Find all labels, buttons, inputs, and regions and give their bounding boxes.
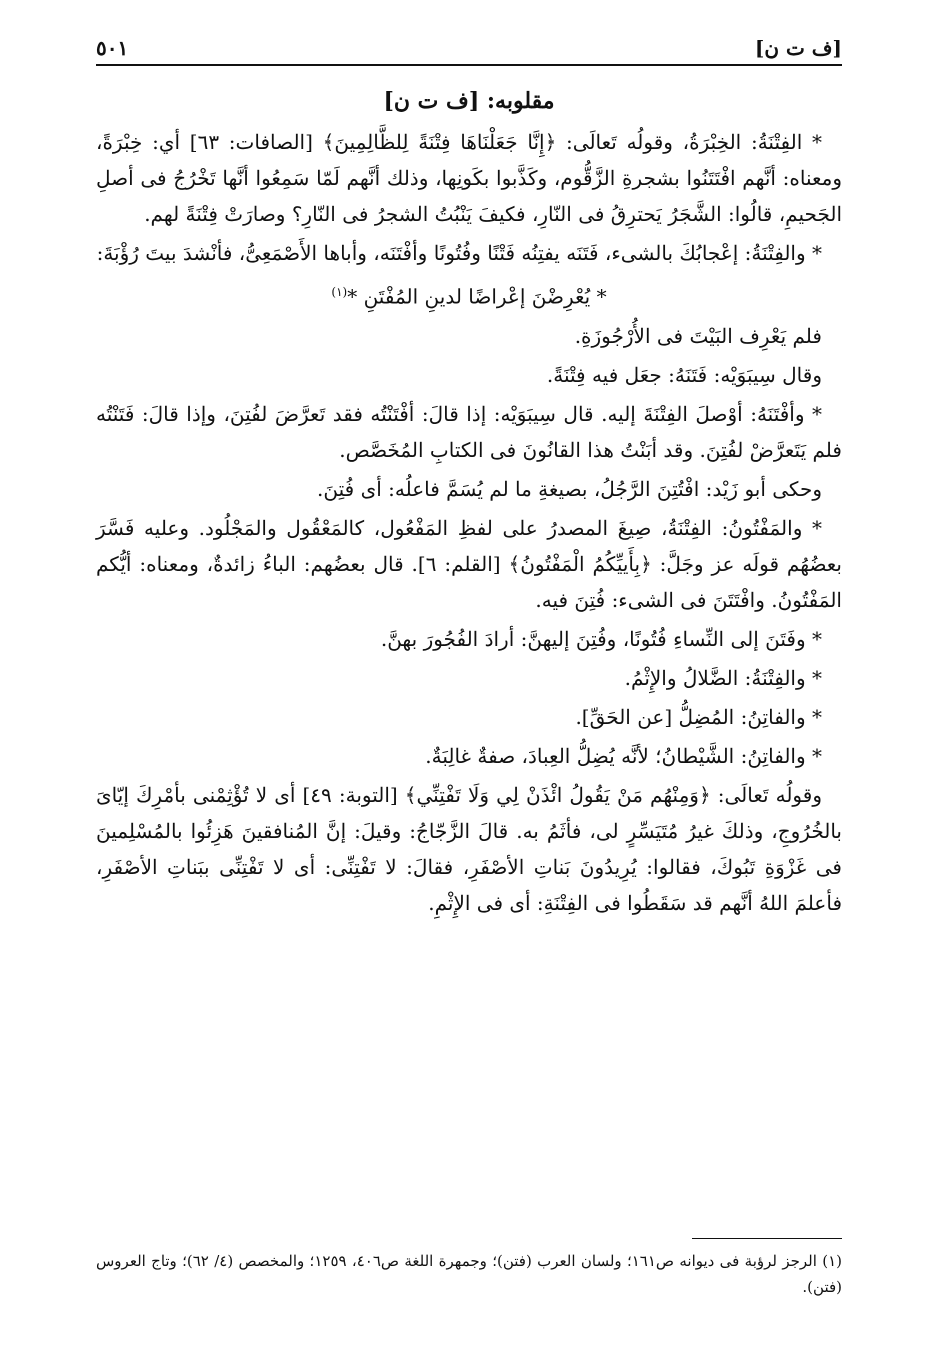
main-text: [96, 124, 842, 921]
paragraph-5: * وأفْتَنَهُ: أوْصلَ الفِتْنَةَ إليه. قال سِيبَوَيْه: إذا قالَ: أفْتَنْتُه فقد تَعرَّضَ لفُتِنَ، وإذا قالَ: فَتَنْتُه فلم يَتَعرَّضْ لفُتِنَ. وقد أبَنْتُ هذا القانُونَ فى الكتابِ المُخَصَّص.: [96, 401, 842, 462]
verse-text: * يُعْرِضْنَ إعْراضًا لدينِ المُفْتَنِ *: [347, 284, 607, 309]
paragraph-6: وحكى أبو زَيْد: افْتُتِنَ الرَّجُلُ، بصيغةِ ما لم يُسَمَّ فاعلُه: أى فُتِنَ.: [317, 476, 822, 501]
paragraph-10: * والفاتِنُ: المُضِلُّ [عن الحَقِّ].: [575, 704, 822, 729]
header-rule: [96, 64, 842, 66]
footnote-separator: [692, 1238, 842, 1239]
paragraph-11: * والفاتِنُ: الشَّيْطانُ؛ لأنَّه يُضِلُّ العِبادَ، صفةٌ غالِبَةٌ.: [425, 743, 822, 768]
paragraph-8: * وفَتَنَ إلى النِّساءِ فُتُونًا، وفُتِنَ إليهنَّ: أرادَ الفُجُورَ بهنَّ.: [380, 626, 822, 651]
paragraph-3: فلم يَعْرِف البَيْتَ فى الأُرْجُوزَةِ.: [574, 323, 822, 348]
paragraph-4: وقال سِيبَوَيْه: فَتَنَهُ: جعَل فيه فِتْنَةً.: [546, 362, 822, 387]
footnote-marker: (١): [331, 285, 348, 299]
paragraph-12: وقولُه تَعالَى: ﴿وَمِنْهُم مَنْ يَقُولُ ائْذَنْ لِي وَلَا تَفْتِنِّي﴾ [التوبة: ٤٩] أى لا تُؤْثِمْنى بأمْرِكَ إيّاىَ بالخُرُوجِ، وذلكَ غيرُ مُتَيَسِّرٍ لى، فأثَمُ به. قالَ الزَّجّاجُ: وقيلَ: إنَّ المُنافقينَ هَزِئُوا بالمُسْلِمينَ فى غَزْوَةِ تَبُوكَ، فقالوا: يُرِيدُونَ بَناتِ الأصْفَرِ، فقالَ: لا تَفْتِنِّى: أى لا تَفْتِنِّى ببَناتِ الأصْفَرِ، فأعلمَ اللهُ أنَّهم قد سَقَطُوا فى الفِتْنَةِ: أى فى الإِثْمِ.: [96, 782, 842, 915]
footnotes: [96, 1248, 842, 1300]
paragraph-1: * الفِتْنَةُ: الخِبْرَةُ، وقولُه تَعالَى: ﴿إِنَّا جَعَلْنَاهَا فِتْنَةً لِلظَّالِمِينَ﴾ [الصافات: ٦٣] أي: خِبْرَةً، ومعناه: أنَّهم افْتَتَنُوا بشجرةِ الزَّقُّوم، وكَذَّبوا بكَونِها، وذلك أنَّهم لَمّا سَمِعُوا أنَّها تَخْرُجُ فى أصلِ الجَحيمِ، قالُوا: الشَّجَرُ يَحترِقُ فى النّارِ، فكيفَ يَنْبُتُ الشجرُ فى النّارِ؟ وصارَتْ فِتْنَةً لهم.: [96, 130, 842, 226]
page-number: ٥٠١: [96, 36, 129, 60]
footnote-1: (١) الرجز لرؤبة فى ديوانه ص١٦١؛ ولسان العرب (فتن)؛ وجمهرة اللغة ص٤٠٦، ١٢٥٩؛ والمخصص (٤/ ٦٢)؛ وتاج العروس (فتن).: [96, 1252, 842, 1296]
paragraph-7: * والمَفْتُونُ: الفِتْنَةُ، صِيغَ المصدرُ على لفظِ المَفْعُول، كالمَعْقُول والمَجْلُود. وعليه فَسَّرَ بعضُهُم قولَه عز وجَلَّ: ﴿بِأَييِّكُمُ الْمَفْتُونُ﴾ [القلم: ٦]. قال بعضُهم: الباءُ زائدةٌ، ومعناه: أيُّكم المَفْتُونُ. وافْتَتَنَ فى الشىء: فُتِنَ فيه.: [96, 515, 842, 612]
section-title: مقلوبه: [ف ت ن]: [383, 88, 555, 114]
verse-line: [96, 274, 842, 315]
paragraph-2: * والفِتْنَةُ: إعْجابُكَ بالشىء، فَتَنَه يفتِنُه فَتْنًا وفُتُونًا وأفْتَنَه، وأباها الأَصْمَعِىُّ، فأنْشدَ بيتَ رُؤْبَةَ:: [96, 241, 822, 265]
paragraph-9: * والفِتْنَةُ: الضَّلالُ والإِثْمُ.: [624, 665, 822, 690]
root-header: [ف ت ن]: [754, 36, 842, 60]
running-head: [96, 34, 842, 60]
